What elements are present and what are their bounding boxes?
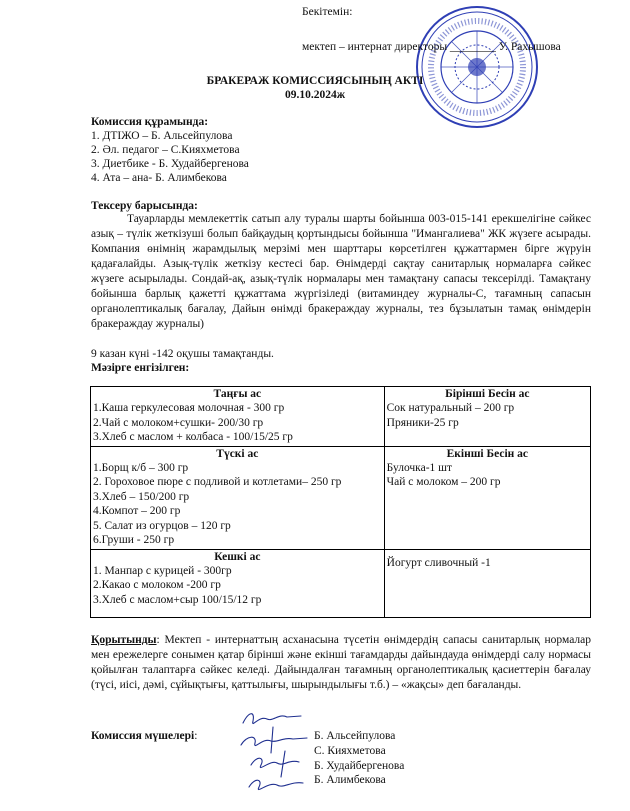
- breakfast-item: 1.Каша геркулесовая молочная - 300 гр: [93, 402, 285, 414]
- snack1-item: Пряники-25 гр: [386, 416, 459, 429]
- school-stamp-seal: [414, 4, 540, 130]
- inspection-paragraph: Тауарларды мемлекеттік сатып алу туралы шарты бойынша 003-015-141 ерекшелігіне сәйкес азық – түлік жеткізуші болып байқаудың қортындысы бойынша "Имангалиева" ЖК жүзеге асырады. Компания өнімнің жарамдылық мерзімі мен шарттары көрсетілген құжаттармен бірге жүруін қадағалайды. Азық-түлік жеткізу кестесі бар. Өнімдерді сақтау санитарлық нормаларға сәйкес жүзеге асырылады. Сондай-ақ, азық-түлік нормалары мен тамақтану сапасы тексерілді. Тамақтану бойынша барлық қажетті құжаттама жүргізіледі (витаминдеу журналы-С, тағамның сапасын органолептикалық бағалау, Дайын өнімді бракераждау журналы, тез бұзылатын тамақ өнімдерін бракераждау журналы): [91, 213, 591, 330]
- conclusion-heading: Қорытынды: [91, 634, 157, 646]
- signatures-colon: :: [194, 730, 198, 742]
- snack1-item: Сок натуральный – 200 гр: [386, 402, 515, 414]
- conclusion: [91, 633, 591, 693]
- breakfast-item: 3.Хлеб с маслом + колбаса - 100/15/25 гр: [93, 431, 293, 443]
- approval-label: Бекітемін:: [302, 6, 353, 18]
- breakfast-item: 2.Чай с молоком+сушки- 200/30 гр: [93, 416, 264, 429]
- lunch-item: 2. Гороховое пюре с подливой и котлетами– 250 гр: [93, 476, 342, 488]
- member-4: 4. Ата – ана- Б. Алимбекова: [91, 172, 227, 184]
- signature-name-3: Б. Худайбергенова: [314, 760, 405, 772]
- member-2: 2. Әл. педагог – С.Кияхметова: [91, 144, 240, 156]
- lunch-item: 6.Груши - 250 гр: [93, 534, 175, 546]
- signatures-heading: Комиссия мүшелері: [91, 730, 195, 742]
- snack2-title: Екінші Бесін ас: [446, 447, 529, 460]
- dinner-item: 3.Хлеб с маслом+сыр 100/15/12 гр: [93, 593, 262, 606]
- extra-cell: [384, 549, 590, 617]
- extra-item: Йогурт сливочный -1: [386, 556, 491, 569]
- menu-table: [90, 386, 591, 618]
- lunch-item: 5. Салат из огурцов – 120 гр: [93, 519, 231, 532]
- dinner-item: 1. Манпар с курицей - 300гр: [93, 564, 232, 577]
- composition-heading: Комиссия құрамында:: [91, 116, 209, 128]
- breakfast-title: Таңғы ас: [213, 388, 262, 400]
- snack2-cell: [384, 446, 590, 549]
- lunch-item: 1.Борщ к/б – 300 гр: [93, 461, 189, 474]
- signature-name-4: Б. Алимбекова: [314, 774, 386, 786]
- table-row: [91, 549, 591, 617]
- member-3: 3. Диетбике - Б. Худайбергенова: [91, 158, 249, 170]
- table-row: [91, 446, 591, 549]
- signature-name-1: Б. Альсейпулова: [314, 730, 396, 742]
- snack2-item: Булочка-1 шт: [386, 461, 453, 474]
- menu-heading: Мәзірге енгізілген:: [91, 362, 190, 374]
- dinner-item: 2.Какао с молоком -200 гр: [93, 579, 221, 591]
- snack2-item: Чай с молоком – 200 гр: [386, 476, 501, 488]
- lunch-title: Түскі ас: [216, 447, 259, 460]
- lunch-cell: [91, 446, 385, 549]
- students-fed: 9 казан күні -142 оқушы тамақтанды.: [91, 348, 274, 360]
- handwritten-signatures: [237, 707, 315, 801]
- lunch-item: 4.Компот – 200 гр: [93, 505, 181, 517]
- signatures-heading-line: [91, 729, 197, 743]
- dinner-cell: [91, 549, 385, 617]
- signature-name-2: С. Кияхметова: [314, 745, 386, 757]
- member-1: 1. ДТІЖО – Б. Альсейпулова: [91, 130, 233, 142]
- dinner-title: Кешкі ас: [214, 550, 261, 563]
- breakfast-cell: [91, 387, 385, 447]
- inspection-heading: Тексеру барысында:: [91, 200, 198, 212]
- snack1-title: Бірінші Бесін ас: [445, 388, 530, 400]
- snack1-cell: [384, 387, 590, 447]
- conclusion-text: : Мектеп - интернаттың асханасына түсетін өнімдердің сапасы санитарлық нормалар мен ережелерге сонымен қатар бірінші және екінші тағамдарды дайындауда өнімдерді салу нормасы қойылған талаптарға сәйкес келеді. Дайындалған тағамның органолептикалық қасиеттерін бағалау (түсі, иісі, дәмі, сұйықтығы, қаттылығы, шырындылығы т.б.) – «жақсы» деп бағаланды.: [91, 634, 591, 691]
- table-row: [91, 387, 591, 447]
- document-date: 09.10.2024ж: [284, 89, 346, 101]
- approval-line: мектеп – интернат директоры ________ У. Рахышова: [302, 41, 561, 53]
- lunch-item: 3.Хлеб – 150/200 гр: [93, 490, 190, 503]
- document-title: БРАКЕРАЖ КОМИССИЯСЫНЫҢ АКТІ: [206, 75, 424, 87]
